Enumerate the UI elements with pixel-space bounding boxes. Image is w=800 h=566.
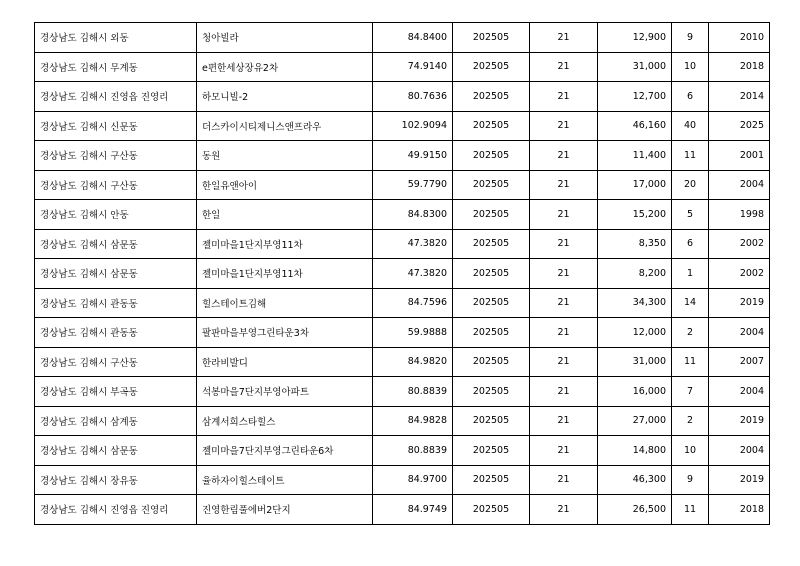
contract-day-cell: 21 bbox=[530, 436, 598, 466]
contract-month-cell: 202505 bbox=[453, 141, 530, 171]
address-cell: 경상남도 김해시 삼문동 bbox=[35, 436, 197, 466]
address-cell: 경상남도 김해시 구산동 bbox=[35, 141, 197, 171]
table-row bbox=[35, 495, 770, 525]
complex-name-cell: 젤미마을7단지부영그린타운6차 bbox=[197, 436, 373, 466]
area-cell: 59.7790 bbox=[373, 170, 453, 200]
address-cell: 경상남도 김해시 삼문동 bbox=[35, 229, 197, 259]
address-cell: 경상남도 김해시 삼문동 bbox=[35, 259, 197, 289]
floor-cell: 2 bbox=[672, 318, 709, 348]
contract-day-cell: 21 bbox=[530, 52, 598, 82]
area-cell: 102.9094 bbox=[373, 111, 453, 141]
table-row bbox=[35, 288, 770, 318]
contract-month-cell: 202505 bbox=[453, 288, 530, 318]
address-cell: 경상남도 김해시 장유동 bbox=[35, 465, 197, 495]
build-year-cell: 2007 bbox=[709, 347, 770, 377]
build-year-cell: 2025 bbox=[709, 111, 770, 141]
area-cell: 84.9749 bbox=[373, 495, 453, 525]
table-row bbox=[35, 52, 770, 82]
area-cell: 84.8400 bbox=[373, 23, 453, 53]
contract-day-cell: 21 bbox=[530, 406, 598, 436]
contract-month-cell: 202505 bbox=[453, 259, 530, 289]
address-cell: 경상남도 김해시 부곡동 bbox=[35, 377, 197, 407]
contract-month-cell: 202505 bbox=[453, 82, 530, 112]
build-year-cell: 2001 bbox=[709, 141, 770, 171]
complex-name-cell: 한일 bbox=[197, 200, 373, 230]
table-row bbox=[35, 200, 770, 230]
complex-name-cell: 석봉마을7단지부영아파트 bbox=[197, 377, 373, 407]
complex-name-cell: 진영한림풀에버2단지 bbox=[197, 495, 373, 525]
build-year-cell: 2004 bbox=[709, 436, 770, 466]
contract-month-cell: 202505 bbox=[453, 495, 530, 525]
area-cell: 47.3820 bbox=[373, 259, 453, 289]
complex-name-cell: 하모니빌-2 bbox=[197, 82, 373, 112]
price-cell: 14,800 bbox=[598, 436, 672, 466]
price-cell: 12,700 bbox=[598, 82, 672, 112]
price-cell: 11,400 bbox=[598, 141, 672, 171]
floor-cell: 7 bbox=[672, 377, 709, 407]
table-row bbox=[35, 23, 770, 53]
complex-name-cell: 더스카이시티제니스앤프라우 bbox=[197, 111, 373, 141]
table-row bbox=[35, 111, 770, 141]
price-cell: 26,500 bbox=[598, 495, 672, 525]
complex-name-cell: 동원 bbox=[197, 141, 373, 171]
build-year-cell: 2002 bbox=[709, 229, 770, 259]
contract-day-cell: 21 bbox=[530, 377, 598, 407]
build-year-cell: 2004 bbox=[709, 377, 770, 407]
area-cell: 84.9828 bbox=[373, 406, 453, 436]
price-cell: 8,350 bbox=[598, 229, 672, 259]
complex-name-cell: 젤미마을1단지부영11차 bbox=[197, 229, 373, 259]
address-cell: 경상남도 김해시 안동 bbox=[35, 200, 197, 230]
contract-day-cell: 21 bbox=[530, 318, 598, 348]
area-cell: 84.7596 bbox=[373, 288, 453, 318]
table-body bbox=[35, 23, 770, 525]
address-cell: 경상남도 김해시 진영읍 진영리 bbox=[35, 495, 197, 525]
area-cell: 59.9888 bbox=[373, 318, 453, 348]
floor-cell: 5 bbox=[672, 200, 709, 230]
table-row bbox=[35, 141, 770, 171]
build-year-cell: 2014 bbox=[709, 82, 770, 112]
complex-name-cell: 삼계서희스타힐스 bbox=[197, 406, 373, 436]
floor-cell: 11 bbox=[672, 141, 709, 171]
build-year-cell: 2018 bbox=[709, 52, 770, 82]
address-cell: 경상남도 김해시 진영읍 진영리 bbox=[35, 82, 197, 112]
floor-cell: 6 bbox=[672, 229, 709, 259]
price-cell: 31,000 bbox=[598, 347, 672, 377]
table-row bbox=[35, 347, 770, 377]
table-row bbox=[35, 82, 770, 112]
price-cell: 46,160 bbox=[598, 111, 672, 141]
floor-cell: 10 bbox=[672, 52, 709, 82]
area-cell: 74.9140 bbox=[373, 52, 453, 82]
address-cell: 경상남도 김해시 무계동 bbox=[35, 52, 197, 82]
build-year-cell: 2019 bbox=[709, 465, 770, 495]
area-cell: 49.9150 bbox=[373, 141, 453, 171]
area-cell: 84.8300 bbox=[373, 200, 453, 230]
contract-day-cell: 21 bbox=[530, 229, 598, 259]
price-cell: 31,000 bbox=[598, 52, 672, 82]
build-year-cell: 2010 bbox=[709, 23, 770, 53]
area-cell: 80.7636 bbox=[373, 82, 453, 112]
address-cell: 경상남도 김해시 관동동 bbox=[35, 318, 197, 348]
build-year-cell: 2004 bbox=[709, 170, 770, 200]
contract-month-cell: 202505 bbox=[453, 170, 530, 200]
contract-day-cell: 21 bbox=[530, 347, 598, 377]
complex-name-cell: 젤미마을1단지부영11차 bbox=[197, 259, 373, 289]
table-row bbox=[35, 377, 770, 407]
price-cell: 8,200 bbox=[598, 259, 672, 289]
complex-name-cell: 팔판마을부영그린타운3차 bbox=[197, 318, 373, 348]
price-cell: 12,900 bbox=[598, 23, 672, 53]
floor-cell: 1 bbox=[672, 259, 709, 289]
contract-day-cell: 21 bbox=[530, 111, 598, 141]
area-cell: 84.9820 bbox=[373, 347, 453, 377]
contract-month-cell: 202505 bbox=[453, 111, 530, 141]
complex-name-cell: 청아빌라 bbox=[197, 23, 373, 53]
address-cell: 경상남도 김해시 관동동 bbox=[35, 288, 197, 318]
address-cell: 경상남도 김해시 삼계동 bbox=[35, 406, 197, 436]
transaction-table bbox=[34, 22, 770, 525]
build-year-cell: 2004 bbox=[709, 318, 770, 348]
contract-month-cell: 202505 bbox=[453, 318, 530, 348]
build-year-cell: 2002 bbox=[709, 259, 770, 289]
contract-month-cell: 202505 bbox=[453, 347, 530, 377]
build-year-cell: 2018 bbox=[709, 495, 770, 525]
contract-day-cell: 21 bbox=[530, 465, 598, 495]
floor-cell: 11 bbox=[672, 347, 709, 377]
floor-cell: 10 bbox=[672, 436, 709, 466]
address-cell: 경상남도 김해시 외동 bbox=[35, 23, 197, 53]
floor-cell: 6 bbox=[672, 82, 709, 112]
contract-day-cell: 21 bbox=[530, 495, 598, 525]
contract-month-cell: 202505 bbox=[453, 406, 530, 436]
floor-cell: 9 bbox=[672, 465, 709, 495]
contract-month-cell: 202505 bbox=[453, 436, 530, 466]
area-cell: 80.8839 bbox=[373, 377, 453, 407]
complex-name-cell: 한일유앤아이 bbox=[197, 170, 373, 200]
floor-cell: 20 bbox=[672, 170, 709, 200]
floor-cell: 14 bbox=[672, 288, 709, 318]
contract-day-cell: 21 bbox=[530, 200, 598, 230]
complex-name-cell: e편한세상장유2차 bbox=[197, 52, 373, 82]
price-cell: 15,200 bbox=[598, 200, 672, 230]
contract-month-cell: 202505 bbox=[453, 377, 530, 407]
price-cell: 12,000 bbox=[598, 318, 672, 348]
build-year-cell: 2019 bbox=[709, 288, 770, 318]
table-row bbox=[35, 465, 770, 495]
complex-name-cell: 한라비발디 bbox=[197, 347, 373, 377]
complex-name-cell: 율하자이힐스테이트 bbox=[197, 465, 373, 495]
table-row bbox=[35, 170, 770, 200]
floor-cell: 9 bbox=[672, 23, 709, 53]
contract-month-cell: 202505 bbox=[453, 229, 530, 259]
contract-month-cell: 202505 bbox=[453, 465, 530, 495]
area-cell: 80.8839 bbox=[373, 436, 453, 466]
table-row bbox=[35, 406, 770, 436]
area-cell: 47.3820 bbox=[373, 229, 453, 259]
price-cell: 16,000 bbox=[598, 377, 672, 407]
contract-month-cell: 202505 bbox=[453, 52, 530, 82]
price-cell: 46,300 bbox=[598, 465, 672, 495]
floor-cell: 11 bbox=[672, 495, 709, 525]
address-cell: 경상남도 김해시 구산동 bbox=[35, 170, 197, 200]
table-row bbox=[35, 318, 770, 348]
contract-day-cell: 21 bbox=[530, 259, 598, 289]
build-year-cell: 2019 bbox=[709, 406, 770, 436]
table-row bbox=[35, 259, 770, 289]
contract-day-cell: 21 bbox=[530, 141, 598, 171]
price-cell: 34,300 bbox=[598, 288, 672, 318]
contract-month-cell: 202505 bbox=[453, 23, 530, 53]
address-cell: 경상남도 김해시 신문동 bbox=[35, 111, 197, 141]
contract-month-cell: 202505 bbox=[453, 200, 530, 230]
floor-cell: 2 bbox=[672, 406, 709, 436]
price-cell: 27,000 bbox=[598, 406, 672, 436]
area-cell: 84.9700 bbox=[373, 465, 453, 495]
build-year-cell: 1998 bbox=[709, 200, 770, 230]
table-row bbox=[35, 436, 770, 466]
address-cell: 경상남도 김해시 구산동 bbox=[35, 347, 197, 377]
price-cell: 17,000 bbox=[598, 170, 672, 200]
contract-day-cell: 21 bbox=[530, 23, 598, 53]
complex-name-cell: 힐스테이트김해 bbox=[197, 288, 373, 318]
contract-day-cell: 21 bbox=[530, 82, 598, 112]
contract-day-cell: 21 bbox=[530, 170, 598, 200]
table-row bbox=[35, 229, 770, 259]
floor-cell: 40 bbox=[672, 111, 709, 141]
contract-day-cell: 21 bbox=[530, 288, 598, 318]
